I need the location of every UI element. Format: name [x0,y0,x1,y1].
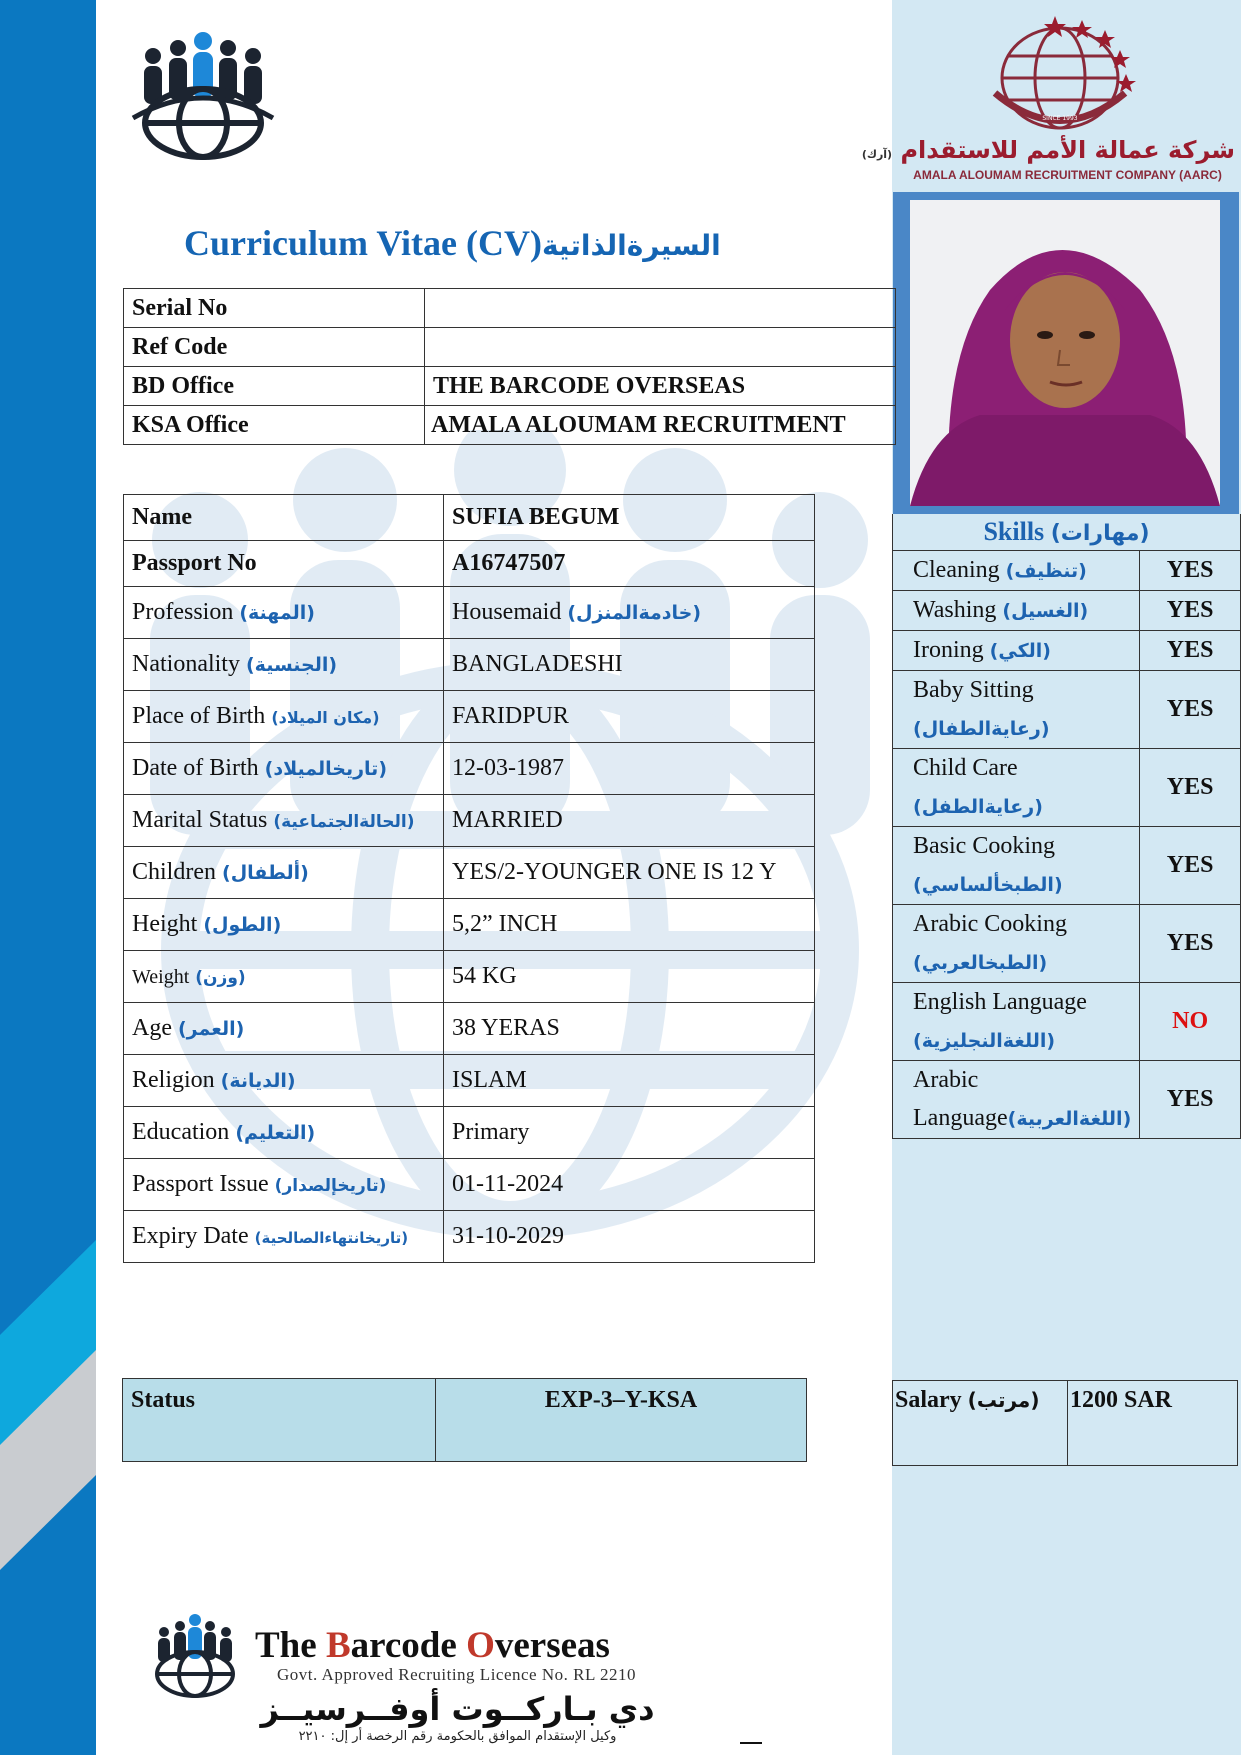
office-row-serial [124,289,896,328]
page-title [184,222,721,264]
info-value: Primary [444,1107,815,1159]
info-label: Weight (وزن) [124,951,444,1003]
aarc-arabic-name-text: شركة عمالة الأمم للاستقدام [900,136,1235,164]
skill-label: English Language (اللغةالنجليزية) [893,983,1140,1061]
info-value: SUFIA BEGUM [444,495,815,541]
office-value [425,289,896,328]
info-row-name [124,495,815,541]
skills-title: Skills (مهارات) [893,514,1241,551]
info-label: Nationality (الجنسية) [124,639,444,691]
skill-value: NO [1140,983,1241,1061]
skill-value: YES [1140,1061,1241,1139]
info-value: FARIDPUR [444,691,815,743]
aarc-since-text: SINCE 1993 [1042,115,1078,122]
footer-company-name: The Barcode Overseas [255,1625,610,1666]
title-english: Curriculum Vitae (CV) [184,223,542,263]
info-row-marital [124,795,815,847]
info-row-height [124,899,815,951]
candidate-photo [910,200,1220,506]
info-row-profession [124,587,815,639]
skill-label: Washing (الغسيل) [893,591,1140,631]
status-label: Status [123,1379,436,1462]
info-row-education [124,1107,815,1159]
candidate-photo-image [910,200,1220,506]
info-row-age [124,1003,815,1055]
info-value: 5,2” INCH [444,899,815,951]
info-row-birthplace [124,691,815,743]
aarc-english-name: AMALA ALOUMAM RECRUITMENT COMPANY (AARC) [913,168,1222,182]
office-value: AMALA ALOUMAM RECRUITMENT [425,406,896,445]
barcode-overseas-logo [128,28,278,163]
info-row-religion [124,1055,815,1107]
info-label: Date of Birth (تاريخالميلاد) [124,743,444,795]
skills-table [892,514,1241,1139]
skill-value: YES [1140,827,1241,905]
skill-value: YES [1140,551,1241,591]
salary-row [893,1381,1238,1466]
info-label: Children (ألطفال) [124,847,444,899]
skill-row [893,905,1241,983]
office-row-ref [124,328,896,367]
info-label: Passport Issue (تاريخإلصدار) [124,1159,444,1211]
info-value: ISLAM [444,1055,815,1107]
info-label: Expiry Date (تاريخانتهاءالصالحية) [124,1211,444,1263]
office-row-bd [124,367,896,406]
skill-value: YES [1140,749,1241,827]
info-value: A16747507 [444,541,815,587]
title-arabic: السيرةالذاتية [541,229,721,262]
footer-arabic-agent: وكيل الإستقدام الموافق بالحكومة رقم الرخصة أر إل: ٢٢١٠ [298,1729,617,1744]
skill-label: Baby Sitting (رعايةالطفال) [893,671,1140,749]
skill-value: YES [1140,591,1241,631]
info-label: Name [124,495,444,541]
info-value: 12-03-1987 [444,743,815,795]
info-row-passport [124,541,815,587]
info-value: 01-11-2024 [444,1159,815,1211]
info-row-expiry [124,1211,815,1263]
aarc-arabic-abbr: (آرك) [861,148,893,161]
status-row [123,1379,807,1462]
info-label: Religion (الديانة) [124,1055,444,1107]
info-value: BANGLADESHI [444,639,815,691]
footer-licence: Govt. Approved Recruiting Licence No. RL 2210 [277,1665,636,1684]
skill-row [893,749,1241,827]
left-band-stripes [0,0,96,1755]
info-label: Education (التعليم) [124,1107,444,1159]
skill-row [893,827,1241,905]
office-row-ksa [124,406,896,445]
skill-row [893,631,1241,671]
skill-row [893,591,1241,631]
info-value: Housemaid (خادمةالمنزل) [444,587,815,639]
office-value: THE BARCODE OVERSEAS [425,367,896,406]
left-decor-band [0,0,96,1755]
info-value: YES/2-YOUNGER ONE IS 12 Y [444,847,815,899]
skills-header-row [893,514,1241,551]
aarc-globe-icon [900,8,1240,133]
skill-label: Basic Cooking (الطبخألساسي) [893,827,1140,905]
info-label: Place of Birth (مكان الميلاد) [124,691,444,743]
info-row-nationality [124,639,815,691]
info-value: MARRIED [444,795,815,847]
info-row-children [124,847,815,899]
skill-row [893,1061,1241,1139]
salary-table [892,1380,1238,1466]
info-row-passport-issue [124,1159,815,1211]
skill-value: YES [1140,631,1241,671]
info-label: Profession (المهنة) [124,587,444,639]
salary-value: 1200 SAR [1068,1381,1238,1466]
skill-row [893,551,1241,591]
skill-label: Ironing (الكي) [893,631,1140,671]
office-label: BD Office [124,367,425,406]
footer-dash [740,1742,762,1744]
skill-label: Child Care (رعايةالطفل) [893,749,1140,827]
aarc-arabic-name [861,136,1235,164]
info-value: 54 KG [444,951,815,1003]
info-label: Age (العمر) [124,1003,444,1055]
info-label: Passport No [124,541,444,587]
info-row-weight [124,951,815,1003]
skill-label: Cleaning (تنظيف) [893,551,1140,591]
footer-arabic-name: دي بـاركــوت أوفــرسيــز [260,1690,655,1728]
footer-logo-icon [150,1612,240,1698]
office-table [123,288,896,445]
info-row-dob [124,743,815,795]
status-value: EXP-3–Y-KSA [436,1379,807,1462]
office-value [425,328,896,367]
skill-value: YES [1140,671,1241,749]
skill-row [893,671,1241,749]
aarc-logo [861,8,1240,188]
info-value: 31-10-2029 [444,1211,815,1263]
personal-info-table [123,494,815,1263]
info-label: Height (الطول) [124,899,444,951]
info-value: 38 YERAS [444,1003,815,1055]
info-label: Marital Status (الحالةالجتماعية) [124,795,444,847]
skill-value: YES [1140,905,1241,983]
office-label: Serial No [124,289,425,328]
status-table [122,1378,807,1462]
office-label: Ref Code [124,328,425,367]
office-label: KSA Office [124,406,425,445]
skill-label: Arabic Cooking (الطبخالعربي) [893,905,1140,983]
skill-row [893,983,1241,1061]
skill-label: Arabic Language(اللغةالعربية) [893,1061,1140,1139]
salary-label: Salary (مرتب) [893,1381,1068,1466]
